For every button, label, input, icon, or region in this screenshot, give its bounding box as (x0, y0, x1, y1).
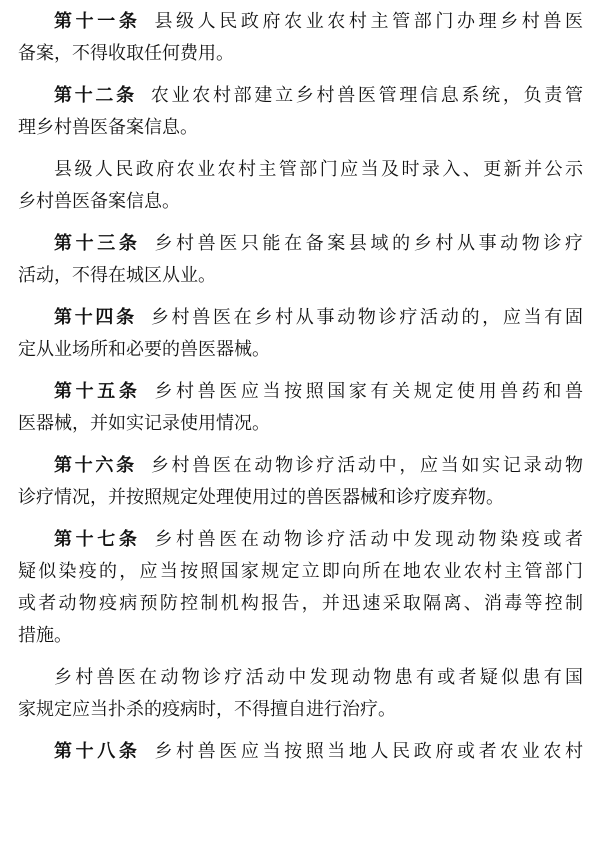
article-15 (18, 376, 583, 440)
article-number: 第十一条 (54, 11, 141, 32)
paragraph-line (18, 620, 583, 652)
line-text: 县级人民政府农业农村主管部门应当及时录入、更新并公示 (54, 159, 583, 180)
line-text: 乡村兽医备案信息。 (18, 191, 180, 212)
article-17 (18, 524, 583, 652)
line-text: 医器械，并如实记录使用情况。 (18, 413, 270, 434)
line-text: 乡村兽医在动物诊疗活动中发现动物患有或者疑似患有国 (54, 667, 583, 688)
paragraph-line (18, 694, 583, 726)
paragraph-line (18, 302, 583, 334)
line-text: 乡村兽医应当按照国家有关规定使用兽药和兽 (154, 381, 583, 402)
line-text: 活动，不得在城区从业。 (18, 265, 216, 286)
article-number: 第十四条 (54, 307, 137, 328)
paragraph-line (18, 112, 583, 144)
line-text: 乡村兽医应当按照当地人民政府或者农业农村 (154, 741, 583, 762)
paragraph-line (18, 6, 583, 38)
article-12-paragraph-2 (18, 154, 583, 218)
article-number: 第十八条 (54, 741, 141, 762)
paragraph-line (18, 228, 583, 260)
article-18 (18, 736, 583, 768)
paragraph-line (18, 334, 583, 366)
paragraph-line (18, 736, 583, 768)
article-14 (18, 302, 583, 366)
paragraph-line (18, 556, 583, 588)
line-text: 县级人民政府农业农村主管部门办理乡村兽医 (154, 11, 583, 32)
article-11 (18, 6, 583, 70)
paragraph-line (18, 524, 583, 556)
paragraph-line (18, 38, 583, 70)
paragraph-line (18, 80, 583, 112)
line-text: 定从业场所和必要的兽医器械。 (18, 339, 270, 360)
article-number: 第十二条 (54, 85, 137, 106)
paragraph-line (18, 408, 583, 440)
article-13 (18, 228, 583, 292)
paragraph-line (18, 662, 583, 694)
line-text: 理乡村兽医备案信息。 (18, 117, 198, 138)
line-text: 诊疗情况，并按照规定处理使用过的兽医器械和诊疗废弃物。 (18, 487, 504, 508)
paragraph-line (18, 260, 583, 292)
line-text: 疑似染疫的，应当按照国家规定立即向所在地农业农村主管部门 (18, 561, 583, 582)
line-text: 乡村兽医在乡村从事动物诊疗活动的，应当有固 (150, 307, 583, 328)
paragraph-line (18, 154, 583, 186)
article-number: 第十六条 (54, 455, 137, 476)
paragraph-line (18, 450, 583, 482)
line-text: 家规定应当扑杀的疫病时，不得擅自进行治疗。 (18, 699, 396, 720)
article-number: 第十五条 (54, 381, 141, 402)
paragraph-line (18, 376, 583, 408)
article-17-paragraph-2 (18, 662, 583, 726)
article-12 (18, 80, 583, 144)
line-text: 乡村兽医只能在备案县域的乡村从事动物诊疗 (154, 233, 583, 254)
line-text: 或者动物疫病预防控制机构报告，并迅速采取隔离、消毒等控制 (18, 593, 583, 614)
line-text: 措施。 (18, 625, 72, 646)
paragraph-line (18, 588, 583, 620)
line-text: 乡村兽医在动物诊疗活动中，应当如实记录动物 (150, 455, 583, 476)
line-text: 农业农村部建立乡村兽医管理信息系统，负责管 (150, 85, 583, 106)
article-number: 第十三条 (54, 233, 141, 254)
article-16 (18, 450, 583, 514)
document-page (18, 6, 583, 778)
line-text: 备案，不得收取任何费用。 (18, 43, 234, 64)
paragraph-line (18, 186, 583, 218)
paragraph-line (18, 482, 583, 514)
article-number: 第十七条 (54, 529, 141, 550)
line-text: 乡村兽医在动物诊疗活动中发现动物染疫或者 (154, 529, 583, 550)
